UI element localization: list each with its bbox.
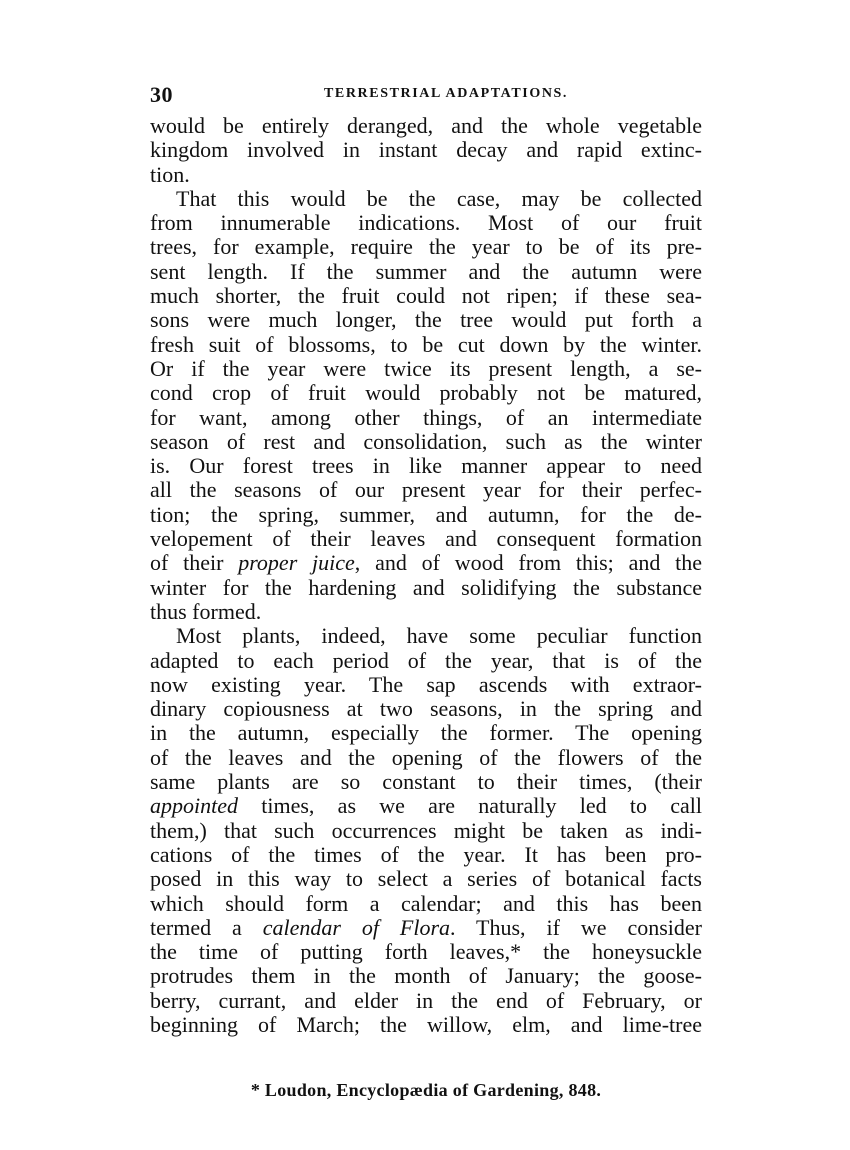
text-line: them,) that such occurrences might be taken as indi- [150,817,702,843]
text-line: thus formed. [150,598,262,624]
text-line: dinary copiousness at two seasons, in the spring and [150,696,702,722]
text-line: Most plants, indeed, have some peculiar function [176,623,702,649]
page-number: 30 [150,82,173,107]
italic-phrase: appointed [150,793,238,819]
text-line: posed in this way to select a series of botanical facts [150,866,702,892]
page-header [150,80,702,110]
text-line: for want, among other things, of an intermediate [150,404,702,430]
text-line: from innumerable indications. Most of our fruit [150,210,702,236]
text-line: winter for the hardening and solidifying the substance [150,574,702,600]
text-line: sent length. If the summer and the autumn were [150,258,702,284]
text-line: Or if the year were twice its present length, a se- [150,355,702,381]
text-line: in the autumn, especially the former. The opening [150,720,702,746]
text-line: velopement of their leaves and consequent formation [150,526,702,552]
text-line: the time of putting forth leaves,* the honeysuckle [150,939,702,965]
text-line: now existing year. The sap ascends with extraor- [150,671,702,697]
body-text [150,114,702,1037]
text-line: all the seasons of our present year for their perfec- [150,477,702,503]
text-line: cond crop of fruit would probably not be matured, [150,380,702,406]
text-line: tion. [150,161,190,187]
text-line: trees, for example, require the year to be of its pre- [150,234,702,260]
text-line: protrudes them in the month of January; the goose- [150,963,702,989]
text-line: appointed times, as we are naturally led to call [150,793,702,819]
text-line: would be entirely deranged, and the whole vegetable [150,113,702,138]
text-line: beginning of March; the willow, elm, and lime-tree [150,1011,702,1037]
text-line: fresh suit of blossoms, to be cut down by the winter. [150,331,702,357]
text-line: much shorter, the fruit could not ripen; if these sea- [150,283,702,309]
text-line: of their proper juice, and of wood from this; and the [150,550,702,576]
text-line: is. Our forest trees in like manner appear to need [150,453,702,479]
text-line: of the leaves and the opening of the flowers of the [150,744,702,770]
text-line: tion; the spring, summer, and autumn, for the de- [150,501,702,527]
text-line: adapted to each period of the year, that is of the [150,647,702,673]
text-line: which should form a calendar; and this has been [150,890,702,916]
text-line: berry, currant, and elder in the end of February, or [150,987,702,1013]
text-line: kingdom involved in instant decay and rapid extinc- [150,137,702,163]
text-line: That this would be the case, may be collected [176,185,702,211]
text-line: cations of the times of the year. It has been pro- [150,841,702,867]
text-line: termed a calendar of Flora. Thus, if we consider [150,914,702,940]
footnote: * Loudon, Encyclopædia of Gardening, 848. [250,1080,602,1100]
text-line: sons were much longer, the tree would put forth a [150,307,702,333]
text-line: same plants are so constant to their times, (their [150,769,702,795]
text-line: season of rest and consolidation, such as the winter [150,428,702,454]
italic-phrase: calendar of Flora [262,914,451,940]
italic-phrase: proper juice [238,550,355,576]
running-head: TERRESTRIAL ADAPTATIONS. [323,86,569,101]
